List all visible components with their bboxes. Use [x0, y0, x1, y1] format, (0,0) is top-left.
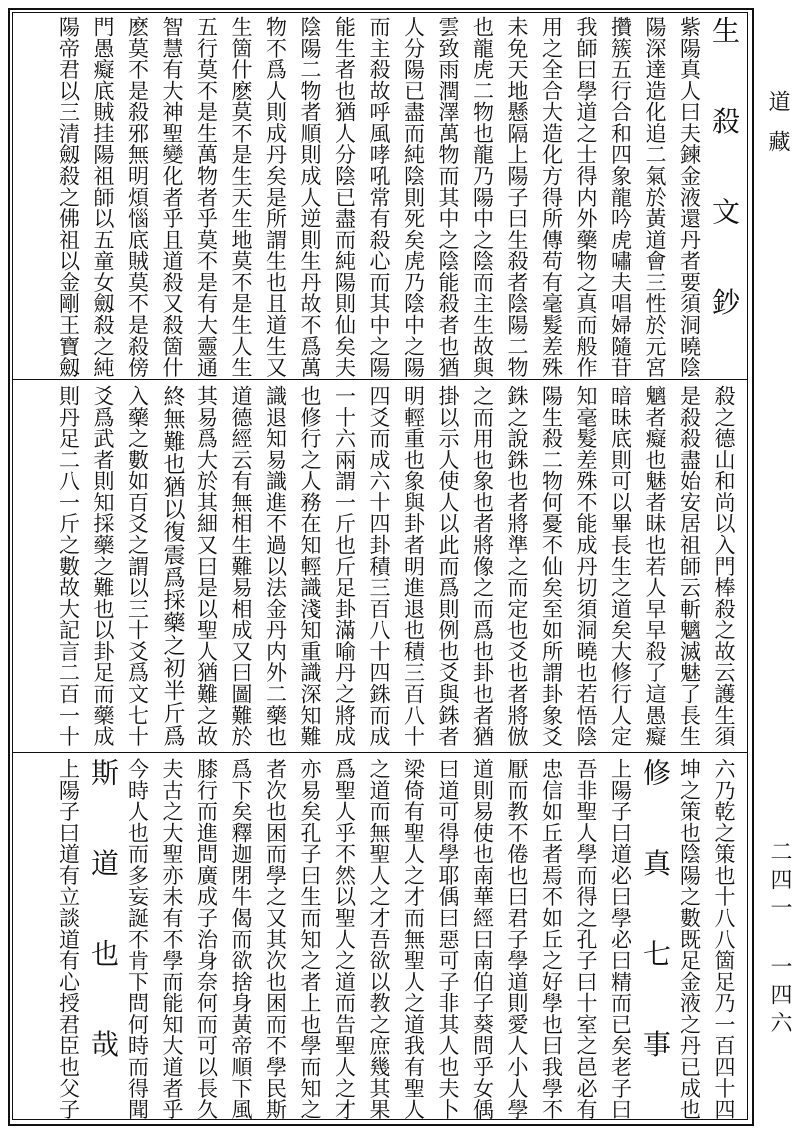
text-column: 紫陽真人曰夫鍊金液還丹者要須洞曉陰 — [677, 16, 702, 378]
text-column: 我師曰學道之士得内外藥物之真而般作 — [574, 16, 598, 378]
text-column: 人分陽已盡而純陰則死矣虎乃陰中之陽 — [401, 16, 426, 378]
text-column: 爲聖人乎不然以聖人之道而告聖人之才 — [332, 758, 357, 1120]
text-column: 智慧有大神聖變化者乎且道殺又殺箇什 — [160, 16, 184, 378]
text-column: 也龍虎二物也龍乃陽中之陰而主生故與 — [470, 16, 495, 378]
text-column: 四爻而成六十四卦積三百八十四銖而成 — [367, 385, 391, 747]
text-column: 陽生殺二物何憂不仙矣至如所謂卦象爻 — [539, 385, 564, 747]
text-column: 忠信如丘者焉不如丘之好學也曰我學不 — [539, 758, 564, 1120]
text-column: 之道而無聖人之才吾欲以教之庶幾其果 — [367, 758, 391, 1120]
page-number: 二四一 一四六 — [767, 840, 792, 1039]
text-column: 坤之策也陰陽之數既足金液之丹已成也 — [677, 758, 702, 1120]
text-column: 修真七事 — [639, 758, 672, 1120]
text-column: 是殺殺盡始安居祖師云斬魑滅魅了長生 — [677, 385, 702, 747]
text-column: 殺之德山和尚以入門棒殺之故云護生須 — [712, 385, 736, 747]
text-column: 陽帝君以三清劔殺之佛祖以金剛王寶劔 — [56, 16, 81, 378]
text-column: 知毫髮差殊不能成丹切須洞曉也若悟陰 — [574, 385, 598, 747]
text-column: 門愚癡底賊挂陽祖師以五童女劔殺之純 — [91, 16, 115, 378]
text-column: 夫古之大聖亦未有不學而能知大道者乎 — [160, 758, 184, 1120]
text-column: 攢簇五行合和四象龍吟虎嘯夫唱婦隨苷 — [608, 16, 633, 378]
text-column: 道德經云有無相生難易相成又曰圖難於 — [229, 385, 253, 747]
text-column: 膝行而進問廣成子治身奈何而可以長久 — [194, 758, 219, 1120]
text-column: 掛以示人使人以此而爲則例也爻與銖者 — [436, 385, 460, 747]
section-divider — [13, 752, 747, 753]
text-column: 則丹足二八一斤之數故大記言二百一十 — [56, 385, 81, 747]
section-divider — [13, 379, 747, 380]
text-column: 亦易矣孔子曰生而知之者上也學而知之 — [298, 758, 322, 1120]
text-column: 生殺文鈔 — [708, 16, 741, 378]
text-column: 也修行之人務在知輕識淺知重識深知難 — [298, 385, 322, 747]
text-column: 用之全合大造化方得所傳苟有毫髮差殊 — [539, 16, 564, 378]
text-column: 暗昧底則可以畢長生之道矣大修行人定 — [608, 385, 633, 747]
text-column: 曰道可得學耶偊曰惡可子非其人也夫卜 — [436, 758, 460, 1120]
text-column: 麽莫不是殺邪無明煩惱底賊莫不是殺傍 — [125, 16, 150, 378]
text-column: 入藥之數如百爻之謂以三十爻爲文七十 — [125, 385, 150, 747]
text-column: 雲致雨潤澤萬物而其中之陰能殺者也猶 — [436, 16, 460, 378]
text-column: 上陽子曰道有立談道有心授君臣也父子 — [56, 758, 81, 1120]
text-column: 識退知易識進不過以法金丹内外二藥也 — [263, 385, 288, 747]
text-column: 未免天地懸隔上陽子曰生殺者陰陽二物 — [505, 16, 529, 378]
text-column: 上陽子曰道必曰學必曰精而已矣老子曰 — [608, 758, 633, 1120]
text-column: 今時人也而多妄誕不肯下問何時而得聞 — [125, 758, 150, 1120]
text-column: 陰陽二物者順則成人逆則生丹故不爲萬 — [298, 16, 322, 378]
text-column: 一十六兩謂一斤也斤足卦滿喻丹之將成 — [332, 385, 357, 747]
text-column: 能生者也猶人分陰已盡而純陽則仙矣夫 — [332, 16, 357, 378]
text-column: 終無難也猶以復震爲採藥之初半斤爲 — [160, 385, 185, 747]
text-column: 爲下矣釋迦閉牛偈而欲捨身黃帝順下風 — [229, 758, 253, 1120]
text-column: 陽深達造化追二氣於黃道會三性於元宮 — [643, 16, 667, 378]
text-column: 銖之說銖也者將準之而定也爻也者將倣 — [505, 385, 529, 747]
text-column: 魑者癡也魅者昧也若人早早殺了這愚癡 — [643, 385, 667, 747]
text-column: 厭而教不倦也曰君子學道則愛人小人學 — [505, 758, 529, 1120]
text-column: 五行莫不是生萬物者乎莫不是有大靈通 — [194, 16, 219, 378]
text-column: 吾非聖人學而得之孔子曰十室之邑必有 — [574, 758, 598, 1120]
text-column: 其易爲大於其細又曰是以聖人猶難之故 — [194, 385, 219, 747]
text-column: 斯道也哉 — [87, 758, 120, 1120]
text-column: 而主殺故呼風哮吼常有殺心而其中之陽 — [367, 16, 391, 378]
text-column: 爻爲武者則知採藥之難也以卦足而藥成 — [91, 385, 115, 747]
text-column: 梁倚有聖人之才而無聖人之道我有聖人 — [401, 758, 426, 1120]
margin-title: 道藏 — [765, 90, 790, 170]
text-column: 道則易使也南華經曰南伯子葵問乎女偊 — [470, 758, 495, 1120]
text-column: 生箇什麽莫不是生天生地莫不是生人生 — [229, 16, 253, 378]
text-column: 者次也困而學之又其次也困而不學民斯 — [263, 758, 288, 1120]
text-column: 物不爲人則成丹矣是所謂生也且道生又 — [263, 16, 288, 378]
text-column: 之而用也象也者將像之而爲也卦也者猶 — [470, 385, 495, 747]
text-column: 明輕重也象與卦者明進退也積三百八十 — [401, 385, 426, 747]
text-column: 六乃乾之策也十八八箇足乃一百四十四 — [712, 758, 736, 1120]
